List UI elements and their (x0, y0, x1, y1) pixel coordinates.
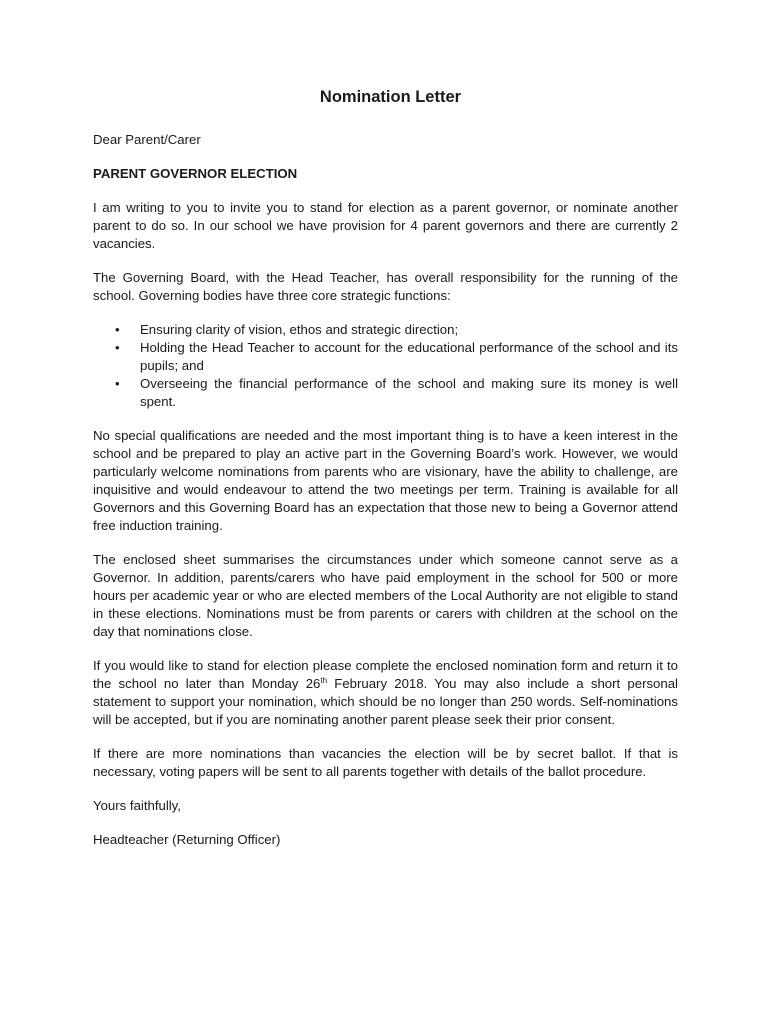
letter-page (93, 86, 678, 849)
salutation: Dear Parent/Carer (93, 132, 201, 147)
bullet-icon: • (115, 376, 120, 391)
paragraph-governing-board: The Governing Board, with the Head Teacher, has overall responsibility for the running of the school. Governing bodies have three core strategic functions: (93, 270, 678, 303)
paragraph-ballot: If there are more nominations than vacancies the election will be by secret ballot. If that is necessary, voting papers will be sent to all parents together with details of the ballot procedure. (93, 746, 678, 779)
signature-line: Headteacher (Returning Officer) (93, 832, 281, 847)
bullet-icon: • (115, 322, 120, 337)
date-ordinal-suffix: th (320, 676, 328, 685)
list-item-text: Holding the Head Teacher to account for the educational performance of the school and its pupils; and (140, 340, 678, 373)
deadline-text-end: February 2018. You may also include a short personal statement to support your nomination, which should be no longer than 250 words. Self-nominations will be accepted, but if you are nominating another parent please seek their prior consent. (93, 676, 678, 727)
list-item (93, 321, 678, 339)
list-item (93, 375, 678, 411)
deadline-text-start: If you would like to stand for election please complete the enclosed nomination form and return it to the school no later than Monday 26 (93, 658, 678, 691)
paragraph-eligibility: The enclosed sheet summarises the circumstances under which someone cannot serve as a Governor. In addition, parents/carers who have paid employment in the school for 500 or more hours per academic year or who are elected members of the Local Authority are not eligible to stand in these elections. Nominations must be from parents or carers with children at the school on the day that nominations close. (93, 552, 678, 639)
letter-heading: PARENT GOVERNOR ELECTION (93, 166, 298, 181)
list-item-text: Overseeing the financial performance of the school and making sure its money is well spent. (140, 376, 678, 409)
list-item-text: Ensuring clarity of vision, ethos and strategic direction; (140, 322, 459, 337)
core-functions-list (93, 321, 678, 411)
bullet-icon: • (115, 340, 120, 355)
list-item (93, 339, 678, 375)
paragraph-invitation: I am writing to you to invite you to stand for election as a parent governor, or nominate another parent to do so. In our school we have provision for 4 parent governors and there are currently 2 vacancies. (93, 200, 678, 251)
closing: Yours faithfully, (93, 798, 181, 813)
letter-title: Nomination Letter (319, 88, 462, 106)
paragraph-qualifications: No special qualifications are needed and the most important thing is to have a keen interest in the school and be prepared to play an active part in the Governing Board’s work. However, we would particularly welcome nominations from parents who are visionary, have the ability to challenge, are inquisitive and would endeavour to attend the two meetings per term. Training is available for all Governors and this Governing Board has an expectation that those new to being a Governor attend free induction training. (93, 428, 678, 533)
paragraph-nomination-deadline (93, 657, 678, 729)
